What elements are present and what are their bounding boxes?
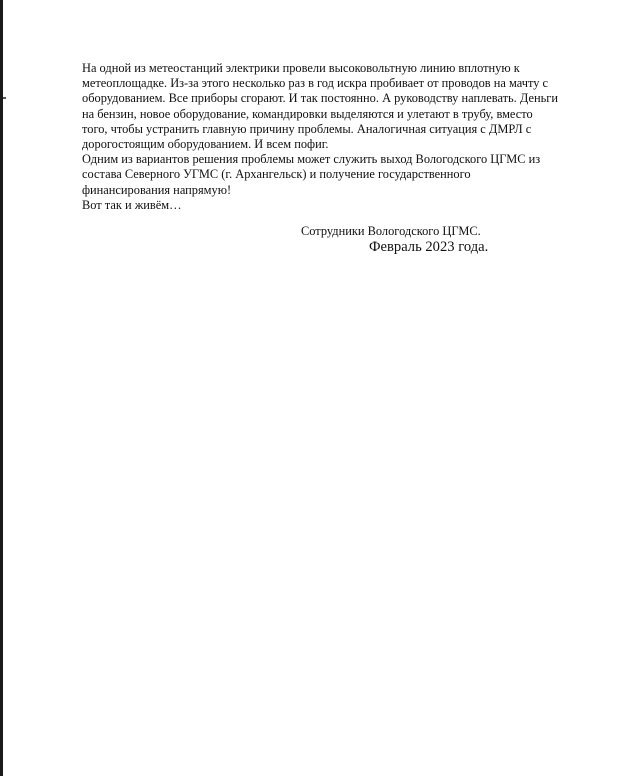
body-line-6: дорогостоящим оборудованием. И всем пофиг. (82, 137, 329, 152)
body-line-7: Одним из вариантов решения проблемы может служить выход Вологодского ЦГМС из (82, 152, 541, 167)
signature-line: Сотрудники Вологодского ЦГМС. (301, 224, 481, 238)
body-line-5: того, чтобы устранить главную причину проблемы. Аналогичная ситуация с ДМРЛ с (82, 121, 532, 136)
body-line-10: Вот так и живём… (82, 197, 182, 212)
viewer-left-border (0, 0, 3, 776)
body-line-9: финансирования напрямую! (82, 182, 232, 197)
body-line-1: На одной из метеостанций электрики провели высоковольтную линию вплотную к (82, 61, 520, 75)
body-line-3: оборудованием. Все приборы сгорают. И так постоянно. А руководству наплевать. Деньги (82, 91, 558, 106)
body-line-8: состава Северного УГМС (г. Архангельск) и получение государственного (82, 167, 471, 182)
body-line-2: метеоплощадке. Из-за этого несколько раз в год искра пробивает от проводов на мачту с (82, 76, 549, 91)
document-body (82, 61, 602, 213)
body-line-4: на бензин, новое оборудование, командировки выделяются и улетают в трубу, вместо (82, 106, 533, 121)
viewer-edge-marker (3, 97, 6, 99)
date-line: Февраль 2023 года. (369, 239, 489, 255)
